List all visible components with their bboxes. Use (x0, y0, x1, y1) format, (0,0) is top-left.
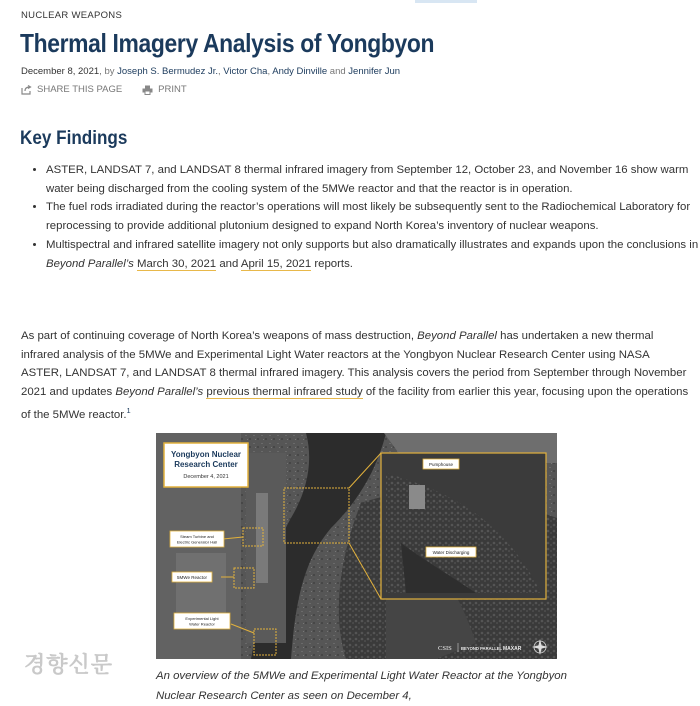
list-item: • Multispectral and infrared satellite imagery not only supports but also dramatically illustrates and expands upon the conclusions in Beyond Parallel’s March 30, 2021 and April 15, 2021 reports. (46, 236, 700, 273)
figure-date: December 4, 2021 (183, 474, 229, 480)
byline-by: by (104, 66, 115, 77)
list-item: • The fuel rods irradiated during the reactor’s operations will most likely be subsequently sent to the Radiochemical Laboratory for reprocessing to provide additional plutonium designed to expand North Korea’s inventory of nuclear weapons. (46, 198, 700, 235)
footnote-link[interactable]: 1 (126, 405, 131, 415)
share-icon (21, 85, 32, 95)
watermark: 경향신문 (24, 652, 114, 677)
label-5mwe-reactor: 5MWe Reactor (177, 575, 207, 580)
author-link[interactable]: Jennifer Jun (348, 66, 401, 77)
share-bar (21, 84, 187, 95)
publication-name: Beyond Parallel’s (46, 257, 134, 270)
label-lwr-line1: Experimental Light (185, 616, 219, 621)
top-accent-bar (415, 0, 477, 3)
key-findings-heading: Key Findings (20, 128, 128, 149)
byline: December 8, 2021, by Joseph S. Bermudez Jr., Victor Cha, Andy Dinville and Jennifer Jun (21, 66, 401, 77)
author-link[interactable]: Joseph S. Bermudez Jr. (117, 66, 218, 77)
label-lwr-line2: Water Reactor (189, 621, 215, 627)
key-findings-list (30, 161, 700, 273)
satellite-image[interactable] (156, 433, 557, 659)
intro-paragraph: As part of continuing coverage of North Korea’s weapons of mass destruction, Beyond Parallel has undertaken a new thermal infrared analysis of the 5MWe and Experimental Light Water reactors at the Yongbyon Nuclear Research Center using NASA ASTER, LANDSAT 7, and LANDSAT 8 thermal infrared imagery. This analysis covers the period from September through November 2021 and updates Beyond Parallel’s previous thermal infrared study of the facility from earlier this year, focusing upon the operations of the 5MWe reactor.$^1$ (21, 330, 689, 421)
print-button[interactable] (142, 84, 187, 95)
print-label: PRINT (158, 84, 187, 95)
share-button[interactable] (21, 84, 122, 95)
label-turbine-line2: Electric Generator Hall (176, 539, 218, 545)
author-link[interactable]: Victor Cha (223, 66, 268, 77)
author-link[interactable]: Andy Dinville (272, 66, 328, 77)
previous-study-link[interactable]: previous thermal infrared study (206, 386, 363, 399)
label-pumphouse: Pumphouse (428, 462, 454, 467)
list-item: • ASTER, LANDSAT 7, and LANDSAT 8 thermal infrared imagery from September 12, October 23, and November 16 show warm water being discharged from the cooling system of the 5MWe reactor and that the reactor is in operation. (46, 161, 700, 198)
category-label[interactable]: NUCLEAR WEAPONS (21, 10, 123, 21)
credit-csis: CSIS (438, 645, 452, 652)
figure-caption: An overview of the 5MWe and Experimental Light Water Reactor at the Yongbyon Nuclear Research Center as seen on December 4, (156, 670, 567, 702)
label-water-discharging: Water Discharging (432, 550, 470, 555)
page-title: Thermal Imagery Analysis of Yongbyon (20, 28, 435, 58)
printer-icon (142, 85, 153, 95)
byline-and: and (329, 66, 346, 77)
credit-beyond-parallel: BEYOND PARALLEL (461, 646, 503, 651)
figure-title-line2: Research Center (174, 460, 238, 469)
publish-date: December 8, 2021 (21, 66, 100, 77)
figure-title-line1: Yongbyon Nuclear (170, 450, 242, 459)
share-label: SHARE THIS PAGE (37, 84, 123, 95)
label-turbine-line1: Steam Turbine and (180, 534, 214, 539)
report-link-april[interactable]: April 15, 2021 (240, 257, 312, 270)
report-link-march[interactable]: March 30, 2021 (136, 257, 217, 270)
credit-maxar: MAXAR (503, 646, 522, 652)
